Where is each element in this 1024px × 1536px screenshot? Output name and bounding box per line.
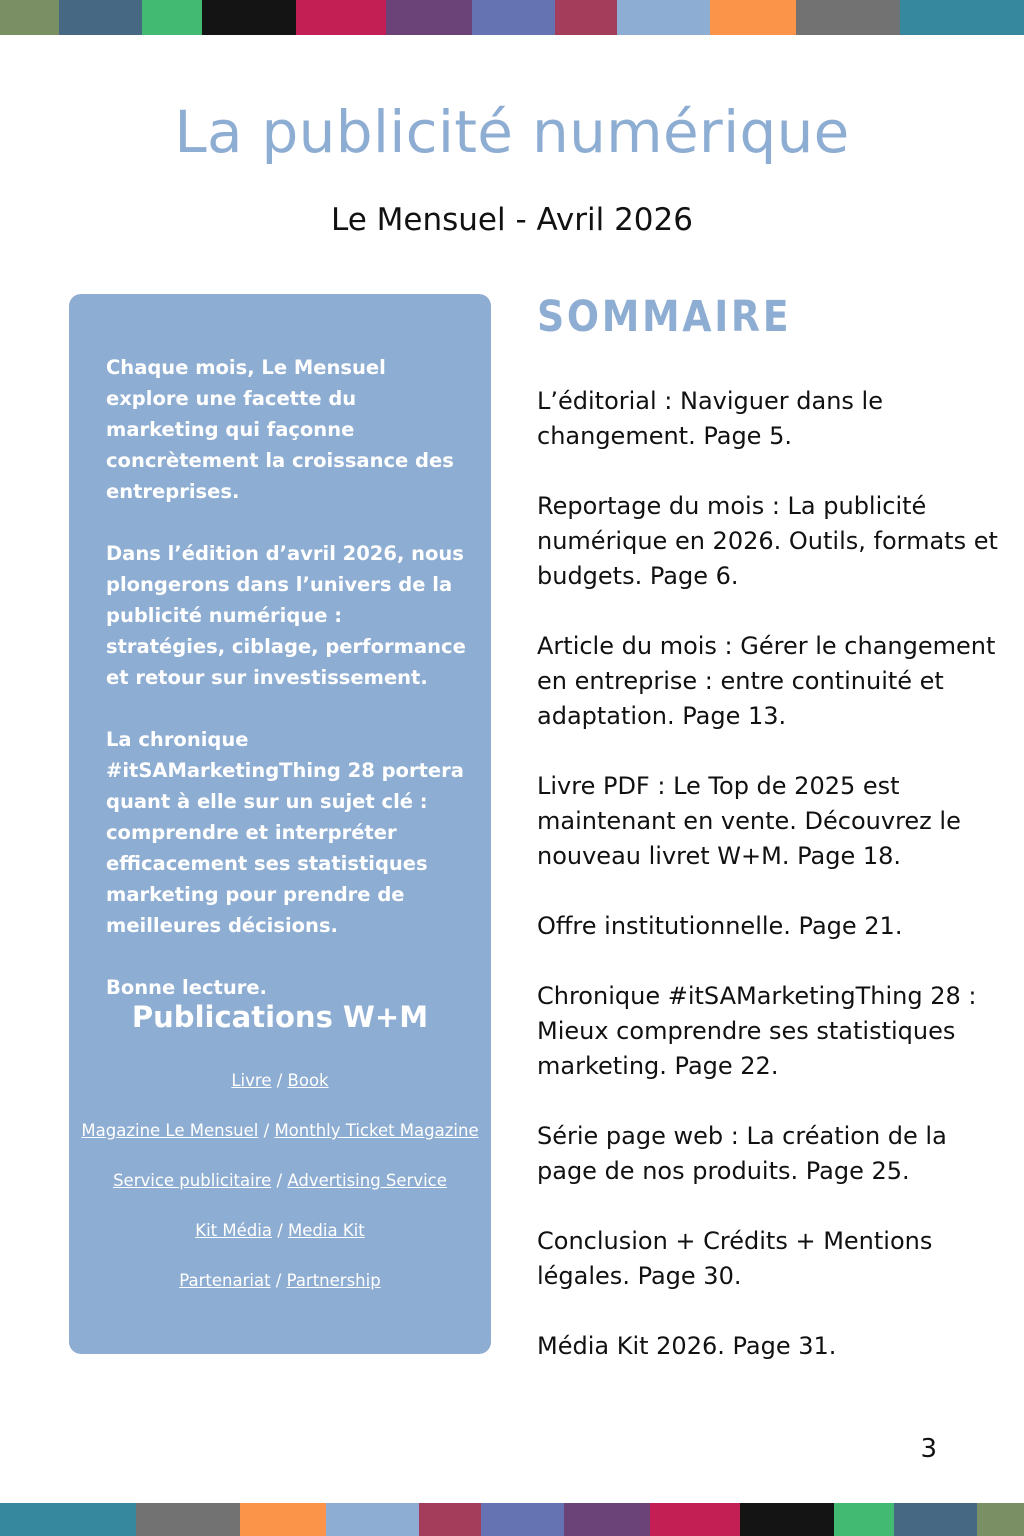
- publication-link-row: [69, 1271, 491, 1321]
- toc-item: Série page web : La création de la page de nos produits. Page 25.: [537, 1122, 947, 1185]
- top-color-segment: [617, 0, 710, 35]
- publications-title: Publications W+M: [131, 1000, 429, 1034]
- publication-link-row: [69, 1071, 491, 1121]
- link-magazine-le-mensuel[interactable]: Magazine Le Mensuel: [81, 1121, 259, 1140]
- toc-item: Article du mois : Gérer le changement en entreprise : entre continuité et adaptation. Page 13.: [537, 632, 996, 730]
- toc-item: Offre institutionnelle. Page 21.: [537, 912, 903, 940]
- toc-item: L’éditorial : Naviguer dans le changement. Page 5.: [537, 387, 883, 450]
- top-color-segment: [386, 0, 472, 35]
- bottom-color-segment: [419, 1503, 481, 1536]
- link-separator: /: [275, 1271, 282, 1290]
- bottom-color-segment: [977, 1503, 1024, 1536]
- page-number: 3: [920, 1434, 937, 1464]
- link-separator: /: [277, 1221, 283, 1240]
- bottom-color-segment: [740, 1503, 834, 1536]
- top-color-segment: [296, 0, 386, 35]
- publication-link-row: [69, 1171, 491, 1221]
- top-color-segment: [900, 0, 1024, 35]
- intro-paragraph: La chronique #itSAMarketingThing 28 portera quant à elle sur un sujet clé : comprendre et interpréter efficacement ses statistiques marketing pour prendre de meilleures décisions.: [106, 728, 464, 937]
- top-color-segment: [472, 0, 555, 35]
- top-color-segment: [0, 0, 59, 35]
- toc-item: Média Kit 2026. Page 31.: [537, 1332, 837, 1360]
- bottom-color-segment: [240, 1503, 326, 1536]
- intro-text: [106, 352, 466, 1034]
- toc-item: Reportage du mois : La publicité numérique en 2026. Outils, formats et budgets. Page 6.: [537, 492, 998, 590]
- link-separator: /: [276, 1171, 283, 1190]
- link-separator: /: [263, 1121, 270, 1140]
- intro-paragraph: Dans l’édition d’avril 2026, nous plongerons dans l’univers de la publicité numérique : stratégies, ciblage, performance et retour sur investissement.: [106, 542, 466, 689]
- link-monthly-ticket-magazine[interactable]: Monthly Ticket Magazine: [274, 1121, 479, 1140]
- bottom-color-segment: [564, 1503, 650, 1536]
- bottom-color-bar: [0, 1503, 1024, 1536]
- top-color-segment: [796, 0, 900, 35]
- toc-item: Chronique #itSAMarketingThing 28 : Mieux comprendre ses statistiques marketing. Page 22.: [537, 982, 977, 1080]
- intro-paragraph: Chaque mois, Le Mensuel explore une facette du marketing qui façonne concrètement la croissance des entreprises.: [106, 356, 454, 503]
- link-service-publicitaire[interactable]: Service publicitaire: [113, 1171, 272, 1190]
- bottom-color-segment: [481, 1503, 564, 1536]
- publication-link-row: [69, 1221, 491, 1271]
- page-title: La publicité numérique: [174, 98, 850, 166]
- link-partnership[interactable]: Partnership: [286, 1271, 381, 1290]
- link-book[interactable]: Book: [287, 1071, 329, 1090]
- top-color-segment: [202, 0, 296, 35]
- intro-closing: Bonne lecture.: [106, 976, 267, 999]
- link-livre[interactable]: Livre: [231, 1071, 272, 1090]
- publication-link-row: [69, 1121, 491, 1171]
- top-color-segment: [555, 0, 617, 35]
- link-kit-media[interactable]: Kit Média: [195, 1221, 272, 1240]
- top-color-segment: [142, 0, 202, 35]
- toc-item: Conclusion + Crédits + Mentions légales. Page 30.: [537, 1227, 933, 1290]
- link-media-kit[interactable]: Media Kit: [288, 1221, 365, 1240]
- table-of-contents: [537, 384, 1007, 1399]
- top-color-segment: [710, 0, 796, 35]
- link-partenariat[interactable]: Partenariat: [179, 1271, 271, 1290]
- publications-links: [69, 1071, 491, 1321]
- link-separator: /: [276, 1071, 283, 1090]
- toc-heading: SOMMAIRE: [537, 292, 792, 342]
- bottom-color-segment: [0, 1503, 136, 1536]
- bottom-color-segment: [834, 1503, 894, 1536]
- bottom-color-segment: [326, 1503, 419, 1536]
- top-color-segment: [59, 0, 142, 35]
- bottom-color-segment: [894, 1503, 977, 1536]
- link-advertising-service[interactable]: Advertising Service: [287, 1171, 447, 1190]
- issue-subtitle: Le Mensuel - Avril 2026: [331, 202, 693, 238]
- bottom-color-segment: [650, 1503, 740, 1536]
- bottom-color-segment: [136, 1503, 240, 1536]
- top-color-bar: [0, 0, 1024, 35]
- toc-item: Livre PDF : Le Top de 2025 est maintenant en vente. Découvrez le nouveau livret W+M. Page 18.: [537, 772, 961, 870]
- intro-panel: [69, 294, 491, 1354]
